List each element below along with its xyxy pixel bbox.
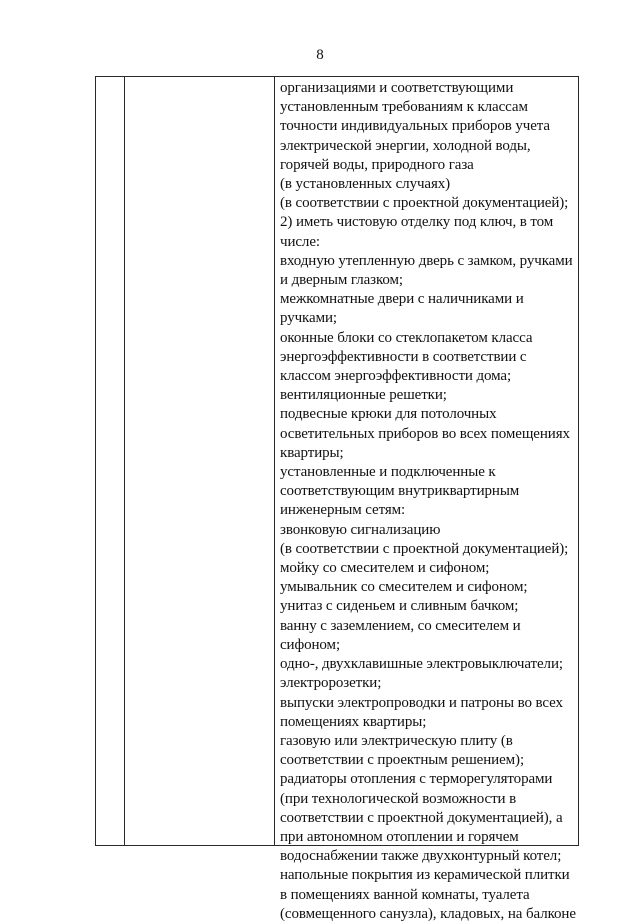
text-line: горячей воды, природного газа bbox=[280, 156, 474, 173]
text-line: умывальник со смесителем и сифоном; bbox=[280, 579, 528, 596]
text-line: энергоэффективности в соответствии с bbox=[280, 348, 527, 365]
text-line: звонковую сигнализацию bbox=[280, 521, 441, 538]
text-line: в помещениях ванной комнаты, туалета bbox=[280, 886, 530, 903]
text-line: установленные и подключенные к bbox=[280, 464, 496, 481]
text-line: (при технологической возможности в bbox=[280, 790, 517, 807]
text-line: мойку со смесителем и сифоном; bbox=[280, 560, 490, 577]
text-line: электрической энергии, холодной воды, bbox=[280, 137, 531, 154]
document-table bbox=[95, 76, 579, 922]
text-line: водоснабжении также двухконтурный котел; bbox=[280, 848, 562, 865]
text-line: унитаз с сиденьем и сливным бачком; bbox=[280, 598, 519, 615]
text-line: радиаторы отопления с терморегуляторами bbox=[280, 771, 553, 788]
text-line: выпуски электропроводки и патроны во всех bbox=[280, 694, 563, 711]
text-line: соответствии с проектной документацией), а bbox=[280, 809, 563, 826]
text-line: одно-, двухклавишные электровыключатели; bbox=[280, 656, 563, 673]
text-line: электророзетки; bbox=[280, 675, 382, 692]
text-line: (совмещенного санузла), кладовых, на балконе bbox=[280, 905, 576, 922]
page-number: 8 bbox=[316, 47, 324, 63]
text-line: входную утепленную дверь с замком, ручками bbox=[280, 252, 573, 269]
text-line: квартиры; bbox=[280, 444, 344, 461]
text-line: классом энергоэффективности дома; bbox=[280, 368, 512, 385]
text-line: (в установленных случаях) bbox=[280, 176, 451, 193]
requirements-text-cell bbox=[280, 79, 580, 924]
column-divider-1 bbox=[124, 77, 125, 845]
text-line: помещениях квартиры; bbox=[280, 713, 427, 730]
text-line: сифоном; bbox=[280, 636, 341, 653]
text-line: (в соответствии с проектной документацией); bbox=[280, 195, 569, 212]
text-line: соответствии с проектным решением); bbox=[280, 752, 525, 769]
text-line: напольные покрытия из керамической плитки bbox=[280, 867, 570, 884]
text-line: подвесные крюки для потолочных bbox=[280, 406, 497, 423]
text-line: числе: bbox=[280, 233, 320, 250]
text-line: осветительных приборов во всех помещениях bbox=[280, 425, 570, 442]
text-line: вентиляционные решетки; bbox=[280, 387, 447, 404]
text-line: инженерным сетям: bbox=[280, 502, 406, 519]
text-line: ванну с заземлением, со смесителем и bbox=[280, 617, 521, 634]
text-line: межкомнатные двери с наличниками и bbox=[280, 291, 524, 308]
text-line: оконные блоки со стеклопакетом класса bbox=[280, 329, 533, 346]
text-line: (в соответствии с проектной документацией); bbox=[280, 540, 569, 557]
text-line: установленным требованиям к классам bbox=[280, 99, 528, 116]
text-line: и дверным глазком; bbox=[280, 272, 403, 289]
text-line: ручками; bbox=[280, 310, 337, 327]
text-line: соответствующим внутриквартирным bbox=[280, 483, 520, 500]
text-line: точности индивидуальных приборов учета bbox=[280, 118, 550, 135]
text-line: газовую или электрическую плиту (в bbox=[280, 732, 513, 749]
text-line: организациями и соответствующими bbox=[280, 80, 514, 96]
text-line: 2) иметь чистовую отделку под ключ, в том bbox=[280, 214, 554, 231]
column-divider-2 bbox=[274, 77, 275, 845]
text-line: при автономном отоплении и горячем bbox=[280, 828, 519, 845]
